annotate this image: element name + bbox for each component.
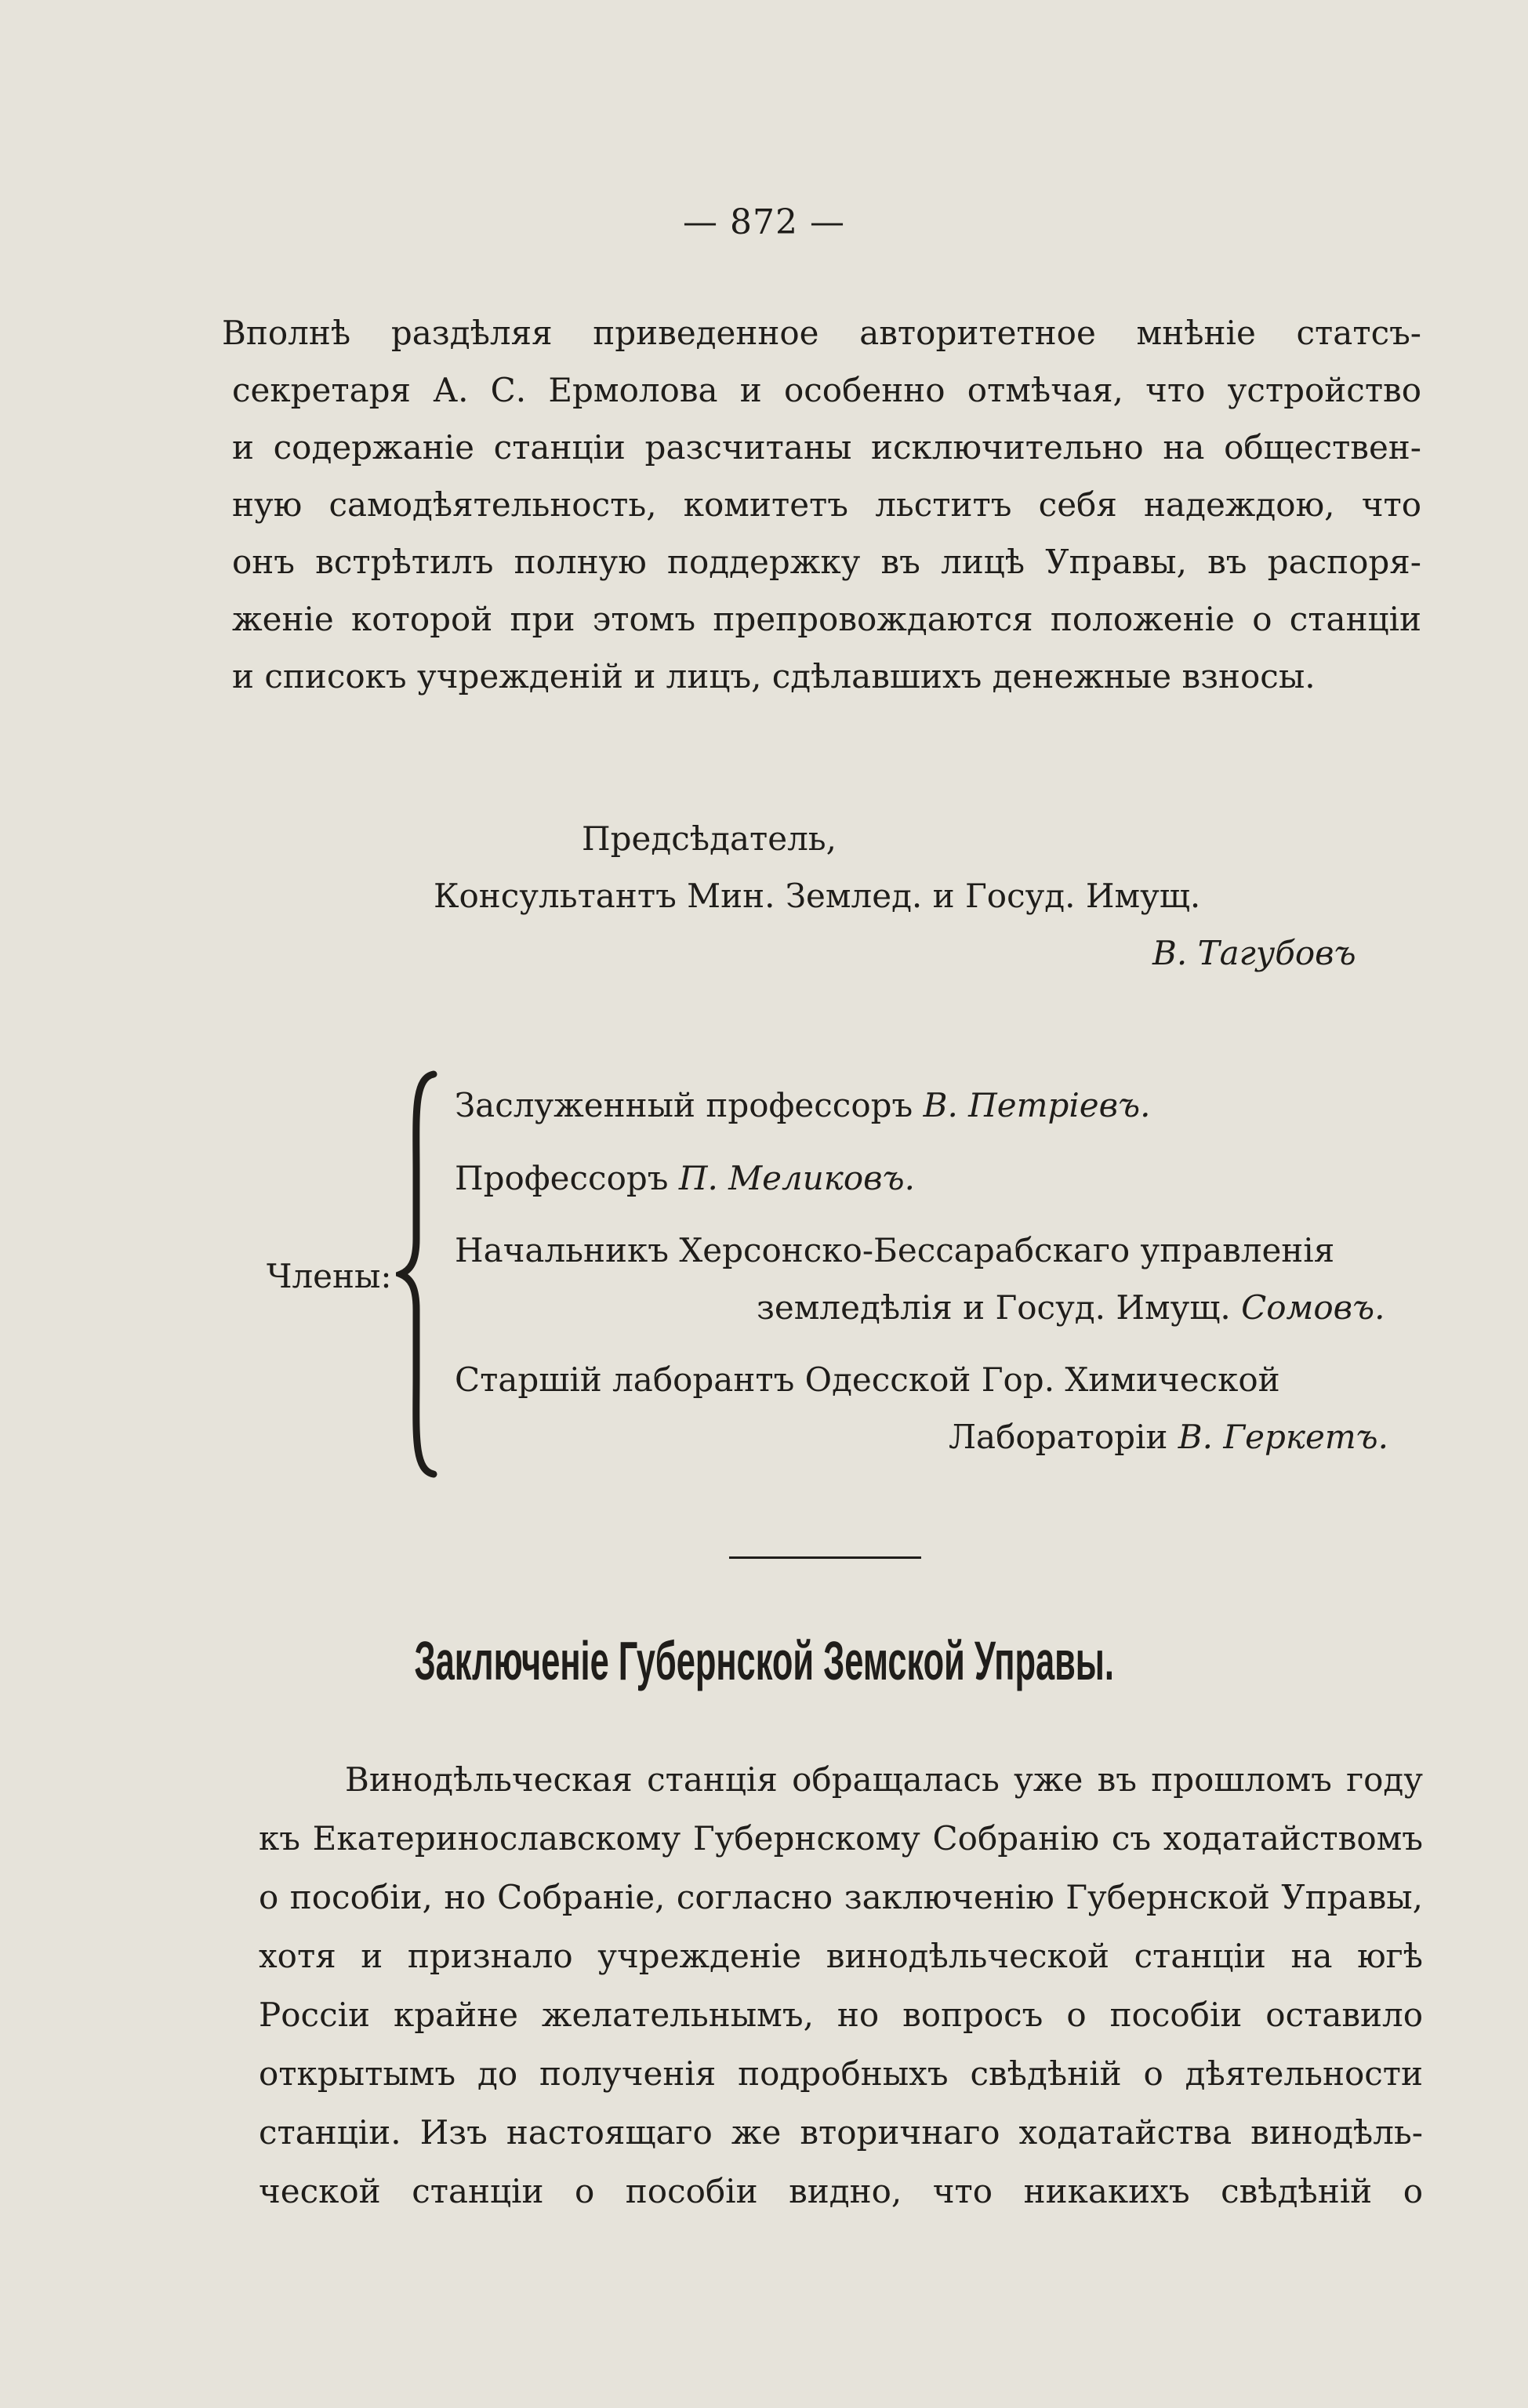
section-divider (729, 1556, 921, 1559)
page-number: — 872 — (683, 202, 845, 242)
member-4-line-1: Старшій лаборантъ Одесской Гор. Химической (455, 1360, 1280, 1399)
member-4-name: В. Геркетъ. (1178, 1418, 1389, 1456)
paragraph-line: ную самодѣятельность, комитетъ льститъ себя надеждою, что (232, 485, 1421, 524)
member-3-line-2 (757, 1288, 1385, 1327)
paragraph-line: онъ встрѣтилъ полную поддержку въ лицѣ Управы, въ распоря- (232, 543, 1421, 581)
section-line: станціи. Изъ настоящаго же вторичнаго ходатайства винодѣль- (259, 2113, 1423, 2152)
section-line: къ Екатеринославскому Губернскому Собранію съ ходатайствомъ (259, 1819, 1423, 1858)
chairman-title: Предсѣдатель, (582, 819, 837, 858)
member-1 (455, 1086, 1150, 1125)
paragraph-line: секретаря А. С. Ермолова и особенно отмѣчая, что устройство (232, 371, 1421, 409)
member-2-name: П. Меликовъ. (678, 1159, 915, 1197)
member-1-title: Заслуженный профессоръ (455, 1086, 913, 1124)
paragraph-line: и содержаніе станціи разсчитаны исключительно на обществен- (232, 428, 1421, 467)
section-line: Россіи крайне желательнымъ, но вопросъ о пособіи оставило (259, 1996, 1423, 2034)
member-2 (455, 1159, 915, 1198)
member-1-name: В. Петріевъ. (923, 1086, 1151, 1124)
paragraph-line: и списокъ учрежденій и лицъ, сдѣлавшихъ денежные взносы. (232, 657, 1316, 696)
members-brace (396, 1070, 443, 1478)
member-2-title: Профессоръ (455, 1159, 669, 1197)
section-line: ческой станціи о пособіи видно, что никакихъ свѣдѣній о (259, 2172, 1423, 2210)
chairman-name: В. Тагубовъ (1152, 934, 1356, 972)
paragraph-line: Вполнѣ раздѣляя приведенное авторитетное мнѣніе статсъ- (222, 314, 1421, 352)
paragraph-line: женіе которой при этомъ препровождаются положеніе о станціи (232, 600, 1421, 638)
section-line: хотя и признало учрежденіе винодѣльческой станціи на югѣ (259, 1937, 1423, 1975)
section-line: открытымъ до полученія подробныхъ свѣдѣній о дѣятельности (259, 2054, 1423, 2093)
member-4-title-2: Лабораторіи (949, 1418, 1168, 1456)
chairman-position: Консультантъ Мин. Землед. и Госуд. Имущ. (434, 877, 1201, 915)
members-label: Члены: (267, 1257, 392, 1295)
section-line: Винодѣльческая станція обращалась уже въ прошломъ году (345, 1760, 1423, 1799)
section-line: о пособіи, но Собраніе, согласно заключенію Губернской Управы, (259, 1878, 1423, 1916)
member-3-name: Сомовъ. (1241, 1288, 1385, 1327)
section-title: Заключеніе Губернской Земской Управы. (414, 1630, 1114, 1691)
member-3-line-1: Начальникъ Херсонско-Бессарабскаго управленія (455, 1231, 1335, 1269)
member-4-line-2 (949, 1418, 1388, 1457)
member-3-title-2: земледѣлія и Госуд. Имущ. (757, 1288, 1231, 1327)
